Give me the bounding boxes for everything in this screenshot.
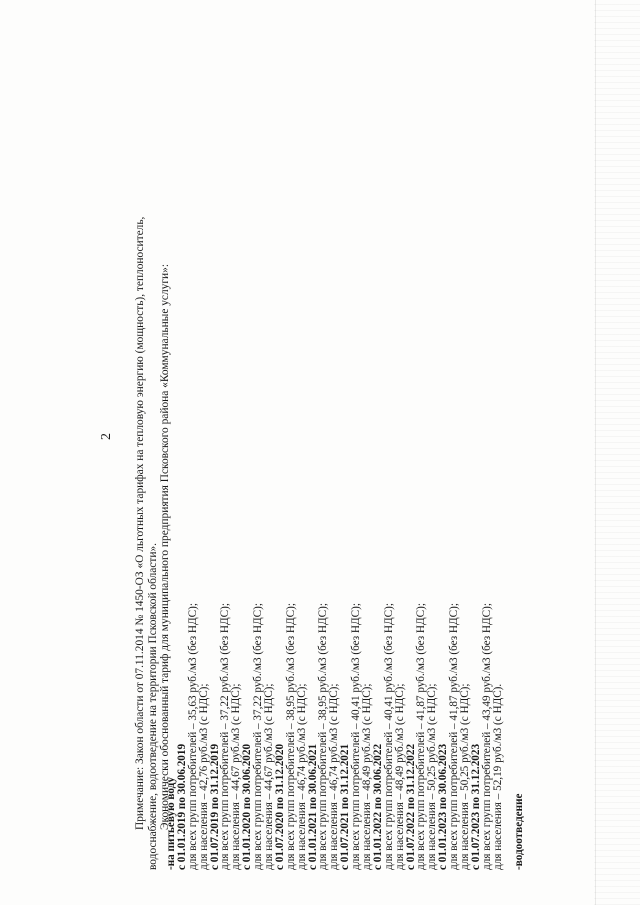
tariff-population: для населения – 42,76 руб./м3 (с НДС); [197,683,210,870]
period-heading: с 01.01.2019 по 30.06.2019 [175,743,188,870]
tariff-all-consumers: для всех групп потребителей – 38,95 руб./м3 (без НДС); [317,603,330,870]
tariff-population: для населения – 44,67 руб./м3 (с НДС); [230,683,243,870]
section-heading-wastewater: -водоотведение [512,793,525,870]
note-line-1: Примечание: Закон области от 07.11.2014 № 1450-ОЗ «О льготных тарифах на тепловую энергию (мощность), теплоноситель, [134,216,146,830]
tariff-list [166,10,525,870]
period-heading: с 01.01.2023 по 30.06.2023 [437,743,450,870]
period-heading: с 01.07.2020 по 31.12.2020 [273,743,286,870]
tariff-population: для населения – 46,74 руб./м3 (с НДС); [295,683,308,870]
tariff-population: для населения – 44,67 руб./м3 (с НДС); [263,683,276,870]
page-number: 2 [99,433,114,440]
spacer [504,10,514,870]
period-heading: с 01.07.2021 по 31.12.2021 [339,743,352,870]
tariff-population: для населения – 46,74 руб./м3 (с НДС); [328,683,341,870]
tariff-all-consumers: для всех групп потребителей – 41,87 руб./м3 (без НДС); [448,603,461,870]
section-heading-water: -на питьевую воду [165,777,177,870]
note-line-2: водоснабжение, водоотведение на территории Псковской области». [146,542,159,870]
tariff-population: для населения – 50,25 руб./м3 (с НДС); [426,683,439,870]
period-heading: с 01.01.2022 по 30.06.2022 [371,743,384,870]
tariff-all-consumers: для всех групп потребителей – 35,63 руб./м3 (без НДС); [186,603,199,870]
tariff-population: для населения – 48,49 руб./м3 (с НДС); [361,683,374,870]
tariff-population: для населения – 52,19 руб./м3 (с НДС). [491,683,504,870]
period-heading: с 01.01.2020 по 30.06.2020 [241,743,254,870]
rotated-document-body [100,10,620,870]
scan-noise-strip [594,0,640,905]
note-line-3: Экономически обоснованный тариф для муниципального предприятия Псковского района «Коммунальные услуги»: [159,264,172,830]
tariff-population: для населения – 50,25 руб./м3 (с НДС); [459,683,472,870]
tariff-all-consumers: для всех групп потребителей – 38,95 руб./м3 (без НДС); [284,603,297,870]
tariff-all-consumers: для всех групп потребителей – 43,49 руб./м3 (без НДС); [480,603,493,870]
period-heading: с 01.07.2023 по 31.12.2023 [469,743,482,870]
period-heading: с 01.07.2022 по 31.12.2022 [404,743,417,870]
tariff-all-consumers: для всех групп потребителей – 41,87 руб./м3 (без НДС); [415,603,428,870]
tariff-all-consumers: для всех групп потребителей – 40,41 руб./м3 (без НДС); [382,603,395,870]
period-heading: с 01.07.2019 по 31.12.2019 [208,743,221,870]
tariff-all-consumers: для всех групп потребителей – 40,41 руб./м3 (без НДС); [350,603,363,870]
tariff-all-consumers: для всех групп потребителей – 37,22 руб./м3 (без НДС); [252,603,265,870]
tariff-all-consumers: для всех групп потребителей – 37,22 руб./м3 (без НДС); [219,603,232,870]
tariff-population: для населения – 48,49 руб./м3 (с НДС); [393,683,406,870]
period-heading: с 01.01.2021 по 30.06.2021 [306,743,319,870]
